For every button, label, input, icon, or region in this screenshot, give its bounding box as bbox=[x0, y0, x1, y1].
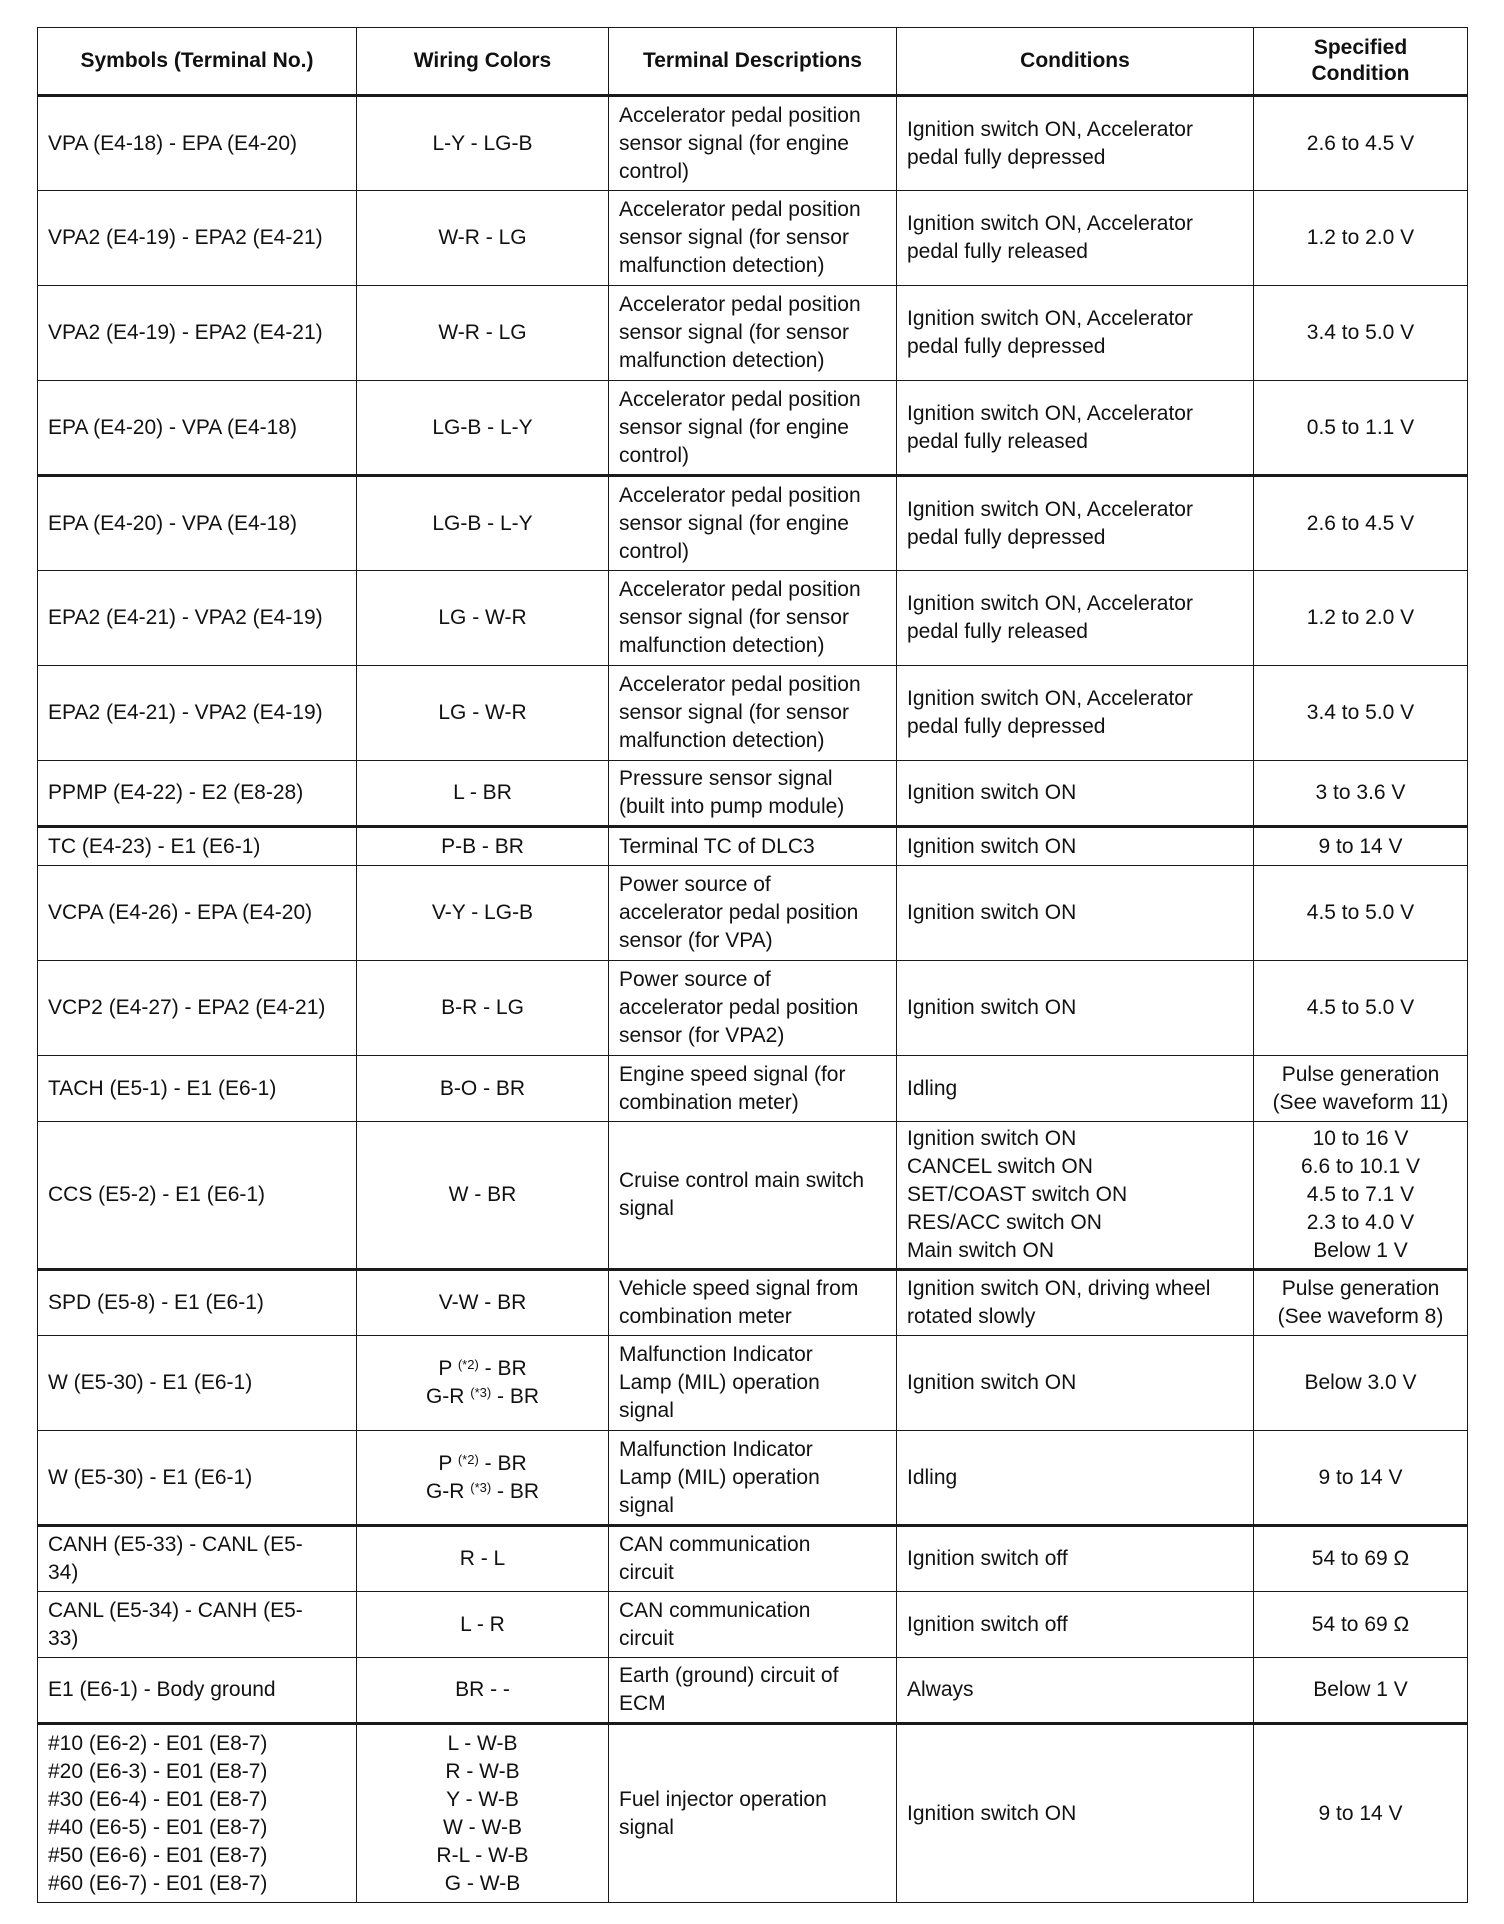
cell-wiring-colors bbox=[357, 1724, 609, 1903]
cell-line: CAN communication bbox=[619, 1533, 811, 1556]
cell-conditions bbox=[897, 866, 1254, 961]
cell-line: 9 to 14 V bbox=[1318, 1465, 1403, 1489]
cell-line: 34) bbox=[48, 1561, 79, 1584]
cell-conditions bbox=[897, 1336, 1254, 1431]
cell-line: Cruise control main switch bbox=[619, 1169, 865, 1192]
cell-line: #60 (E6-7) - E01 (E8-7) bbox=[48, 1871, 268, 1895]
cell-line: circuit bbox=[619, 1626, 674, 1650]
cell-line: Ignition switch off bbox=[907, 1612, 1068, 1636]
cell-symbols: TACH (E5-1) - E1 (E6-1) bbox=[38, 1056, 357, 1122]
table-row bbox=[38, 761, 1468, 827]
cell-terminal-description bbox=[609, 381, 897, 476]
cell-symbols: VCPA (E4-26) - EPA (E4-20) bbox=[38, 866, 357, 961]
cell-wiring-colors: LG-B - L-Y bbox=[357, 476, 609, 571]
cell-wiring-colors: L - R bbox=[357, 1592, 609, 1658]
cell-conditions bbox=[897, 1724, 1254, 1903]
table-row bbox=[38, 1336, 1468, 1431]
cell-line: RES/ACC switch ON bbox=[907, 1211, 1102, 1234]
cell-line: 54 to 69 Ω bbox=[1311, 1612, 1410, 1636]
terminal-spec-table bbox=[37, 27, 1468, 1903]
cell-line: Malfunction Indicator bbox=[619, 1437, 813, 1461]
cell-line: SET/COAST switch ON bbox=[907, 1183, 1128, 1206]
cell-line: Ignition switch ON bbox=[907, 1127, 1077, 1150]
table-row bbox=[38, 961, 1468, 1056]
table-row bbox=[38, 1526, 1468, 1592]
cell-conditions bbox=[897, 571, 1254, 666]
header-row bbox=[38, 28, 1468, 96]
color-text: G-R bbox=[425, 1385, 471, 1408]
cell-line: malfunction detection) bbox=[619, 349, 825, 372]
cell-specified-condition bbox=[1254, 571, 1468, 666]
cell-symbols bbox=[38, 1724, 357, 1903]
table-row bbox=[38, 286, 1468, 381]
header-symbols: Symbols (Terminal No.) bbox=[38, 28, 357, 96]
cell-specified-condition bbox=[1254, 1724, 1468, 1903]
table-row bbox=[38, 1056, 1468, 1122]
cell-line: Fuel injector operation bbox=[619, 1787, 827, 1811]
cell-conditions bbox=[897, 666, 1254, 761]
cell-line: Ignition switch ON, Accelerator bbox=[907, 497, 1193, 521]
color-text: - BR bbox=[491, 1479, 540, 1503]
cell-wiring-colors: LG-B - L-Y bbox=[357, 381, 609, 476]
cell-line: signal bbox=[619, 1197, 674, 1220]
cell-line: Pressure sensor signal bbox=[619, 767, 833, 790]
cell-conditions bbox=[897, 1270, 1254, 1336]
cell-line: control) bbox=[619, 159, 690, 183]
cell-wiring-colors bbox=[357, 1431, 609, 1526]
cell-line: pedal fully depressed bbox=[907, 145, 1106, 169]
cell-line: sensor signal (for sensor bbox=[619, 606, 849, 629]
cell-specified-condition bbox=[1254, 476, 1468, 571]
cell-line: pedal fully released bbox=[907, 429, 1088, 453]
cell-specified-condition bbox=[1254, 866, 1468, 961]
cell-specified-condition bbox=[1254, 286, 1468, 381]
cell-terminal-description bbox=[609, 286, 897, 381]
header-conditions: Conditions bbox=[897, 28, 1254, 96]
cell-line: Ignition switch ON, Accelerator bbox=[907, 687, 1193, 710]
footnote-marker: (*2) bbox=[457, 1357, 479, 1372]
cell-conditions bbox=[897, 191, 1254, 286]
cell-symbols: EPA2 (E4-21) - VPA2 (E4-19) bbox=[38, 571, 357, 666]
cell-line: malfunction detection) bbox=[619, 254, 825, 277]
cell-terminal-description bbox=[609, 1658, 897, 1724]
cell-line: sensor signal (for engine bbox=[619, 511, 849, 535]
cell-line: #40 (E6-5) - E01 (E8-7) bbox=[48, 1815, 268, 1839]
cell-symbols: VCP2 (E4-27) - EPA2 (E4-21) bbox=[38, 961, 357, 1056]
cell-line: Y - W-B bbox=[446, 1787, 519, 1811]
cell-line: 2.3 to 4.0 V bbox=[1306, 1211, 1415, 1234]
cell-symbols: TC (E4-23) - E1 (E6-1) bbox=[38, 827, 357, 866]
table-row bbox=[38, 1431, 1468, 1526]
cell-conditions bbox=[897, 1431, 1254, 1526]
cell-line: Pulse generation bbox=[1281, 1277, 1440, 1300]
cell-line: Idling bbox=[907, 1465, 958, 1489]
cell-symbols: VPA (E4-18) - EPA (E4-20) bbox=[38, 96, 357, 191]
cell-line: Idling bbox=[907, 1076, 958, 1100]
cell-line: Ignition switch ON, Accelerator bbox=[907, 401, 1193, 425]
cell-wiring-colors: W - BR bbox=[357, 1122, 609, 1270]
cell-specified-condition bbox=[1254, 1658, 1468, 1724]
cell-line: Ignition switch ON, Accelerator bbox=[907, 307, 1193, 330]
cell-terminal-description bbox=[609, 1526, 897, 1592]
cell-line: CANCEL switch ON bbox=[907, 1155, 1093, 1178]
footnote-marker: (*3) bbox=[470, 1385, 492, 1400]
cell-symbols: SPD (E5-8) - E1 (E6-1) bbox=[38, 1270, 357, 1336]
cell-wiring-colors: BR - - bbox=[357, 1658, 609, 1724]
cell-line: 1.2 to 2.0 V bbox=[1306, 226, 1415, 249]
cell-line: 2.6 to 4.5 V bbox=[1306, 511, 1415, 535]
cell-line: Accelerator pedal position bbox=[619, 578, 861, 601]
cell-wiring-colors: L - BR bbox=[357, 761, 609, 827]
cell-symbols: W (E5-30) - E1 (E6-1) bbox=[38, 1336, 357, 1431]
cell-line: Ignition switch ON, Accelerator bbox=[907, 117, 1193, 141]
cell-line: Ignition switch ON bbox=[907, 781, 1077, 804]
cell-terminal-description bbox=[609, 666, 897, 761]
cell-line: (See waveform 11) bbox=[1272, 1090, 1449, 1114]
cell-wiring-colors bbox=[357, 1336, 609, 1431]
footnote-marker: (*2) bbox=[457, 1451, 479, 1467]
cell-symbols: E1 (E6-1) - Body ground bbox=[38, 1658, 357, 1724]
cell-line: Accelerator pedal position bbox=[619, 293, 861, 316]
cell-line: Ignition switch ON, driving wheel bbox=[907, 1277, 1211, 1300]
cell-line bbox=[367, 1450, 598, 1478]
cell-line: Below 1 V bbox=[1313, 1239, 1408, 1262]
cell-line: sensor (for VPA2) bbox=[619, 1024, 785, 1047]
cell-line: 33) bbox=[48, 1626, 79, 1650]
cell-line: Main switch ON bbox=[907, 1239, 1055, 1262]
cell-terminal-description bbox=[609, 1056, 897, 1122]
cell-wiring-colors: B-R - LG bbox=[357, 961, 609, 1056]
cell-line: accelerator pedal position bbox=[619, 901, 859, 924]
table-row bbox=[38, 666, 1468, 761]
cell-symbols: VPA2 (E4-19) - EPA2 (E4-21) bbox=[38, 286, 357, 381]
cell-line: R - W-B bbox=[445, 1759, 520, 1783]
color-text: - BR bbox=[491, 1385, 540, 1408]
cell-line: Lamp (MIL) operation bbox=[619, 1465, 820, 1489]
cell-line: 3.4 to 5.0 V bbox=[1306, 321, 1415, 344]
cell-specified-condition bbox=[1254, 1056, 1468, 1122]
color-text: P bbox=[438, 1451, 458, 1475]
cell-line: pedal fully depressed bbox=[907, 525, 1106, 549]
cell-terminal-description bbox=[609, 1270, 897, 1336]
table-row bbox=[38, 1270, 1468, 1336]
cell-line: CANL (E5-34) - CANH (E5- bbox=[48, 1598, 303, 1622]
table-row bbox=[38, 381, 1468, 476]
cell-line: 2.6 to 4.5 V bbox=[1306, 131, 1415, 155]
cell-line: W - W-B bbox=[443, 1815, 522, 1839]
cell-line: control) bbox=[619, 443, 690, 467]
cell-line: Vehicle speed signal from bbox=[619, 1277, 859, 1300]
cell-line: Ignition switch ON bbox=[907, 1801, 1077, 1825]
cell-wiring-colors: W-R - LG bbox=[357, 286, 609, 381]
cell-terminal-description bbox=[609, 1592, 897, 1658]
cell-line: 3.4 to 5.0 V bbox=[1306, 701, 1415, 724]
cell-specified-condition bbox=[1254, 1336, 1468, 1431]
cell-line: control) bbox=[619, 539, 690, 563]
cell-line: Power source of bbox=[619, 873, 771, 896]
table-row bbox=[38, 96, 1468, 191]
cell-line: combination meter bbox=[619, 1305, 792, 1328]
cell-line: Accelerator pedal position bbox=[619, 103, 861, 127]
cell-line: Earth (ground) circuit of bbox=[619, 1664, 839, 1687]
cell-line: signal bbox=[619, 1493, 674, 1517]
cell-line: CAN communication bbox=[619, 1598, 811, 1622]
color-text: G-R bbox=[425, 1479, 471, 1503]
cell-line: accelerator pedal position bbox=[619, 996, 859, 1019]
color-text: - BR bbox=[478, 1357, 527, 1380]
cell-line: signal bbox=[619, 1399, 674, 1422]
cell-line: sensor signal (for engine bbox=[619, 415, 849, 439]
cell-conditions bbox=[897, 1526, 1254, 1592]
cell-specified-condition bbox=[1254, 961, 1468, 1056]
cell-line: 9 to 14 V bbox=[1318, 1801, 1403, 1825]
cell-line: 4.5 to 7.1 V bbox=[1306, 1183, 1415, 1206]
cell-line: Below 3.0 V bbox=[1304, 1371, 1417, 1394]
cell-line: pedal fully depressed bbox=[907, 715, 1106, 738]
cell-line: pedal fully released bbox=[907, 620, 1088, 643]
cell-line: 4.5 to 5.0 V bbox=[1306, 996, 1415, 1019]
cell-line: Pulse generation bbox=[1281, 1062, 1440, 1086]
table-row bbox=[38, 1122, 1468, 1270]
cell-symbols: VPA2 (E4-19) - EPA2 (E4-21) bbox=[38, 191, 357, 286]
cell-line: G - W-B bbox=[444, 1871, 521, 1895]
cell-conditions bbox=[897, 476, 1254, 571]
cell-line: Ignition switch ON bbox=[907, 901, 1077, 924]
cell-line: sensor signal (for sensor bbox=[619, 321, 849, 344]
cell-terminal-description bbox=[609, 1724, 897, 1903]
cell-line: 4.5 to 5.0 V bbox=[1306, 901, 1415, 924]
cell-terminal-description bbox=[609, 1431, 897, 1526]
cell-line: Ignition switch ON bbox=[907, 1371, 1077, 1394]
cell-line: Ignition switch off bbox=[907, 1547, 1068, 1570]
cell-specified-condition bbox=[1254, 191, 1468, 286]
table-row bbox=[38, 866, 1468, 961]
table-row bbox=[38, 1724, 1468, 1903]
cell-line: pedal fully depressed bbox=[907, 335, 1106, 358]
cell-line: Accelerator pedal position bbox=[619, 387, 861, 411]
cell-line: 1.2 to 2.0 V bbox=[1306, 606, 1415, 629]
cell-line bbox=[367, 1383, 598, 1411]
cell-conditions bbox=[897, 1658, 1254, 1724]
cell-line: 9 to 14 V bbox=[1318, 834, 1403, 858]
cell-line: Accelerator pedal position bbox=[619, 198, 861, 221]
cell-line: Accelerator pedal position bbox=[619, 483, 861, 507]
cell-conditions bbox=[897, 96, 1254, 191]
cell-line: Terminal TC of DLC3 bbox=[619, 834, 815, 858]
cell-symbols: CCS (E5-2) - E1 (E6-1) bbox=[38, 1122, 357, 1270]
cell-wiring-colors: R - L bbox=[357, 1526, 609, 1592]
cell-line: #50 (E6-6) - E01 (E8-7) bbox=[48, 1843, 268, 1867]
cell-symbols: EPA (E4-20) - VPA (E4-18) bbox=[38, 476, 357, 571]
cell-line: Ignition switch ON bbox=[907, 996, 1077, 1019]
cell-line: R-L - W-B bbox=[436, 1843, 529, 1867]
cell-line: combination meter) bbox=[619, 1090, 799, 1114]
cell-line: Power source of bbox=[619, 968, 771, 991]
cell-wiring-colors: P-B - BR bbox=[357, 827, 609, 866]
cell-line: 3 to 3.6 V bbox=[1315, 781, 1406, 804]
cell-terminal-description bbox=[609, 191, 897, 286]
cell-wiring-colors: B-O - BR bbox=[357, 1056, 609, 1122]
cell-line: (See waveform 8) bbox=[1277, 1305, 1444, 1328]
cell-terminal-description bbox=[609, 571, 897, 666]
cell-line: sensor signal (for sensor bbox=[619, 701, 849, 724]
cell-specified-condition bbox=[1254, 1270, 1468, 1336]
cell-line: Ignition switch ON, Accelerator bbox=[907, 592, 1193, 615]
cell-terminal-description bbox=[609, 961, 897, 1056]
cell-specified-condition bbox=[1254, 381, 1468, 476]
cell-line: #20 (E6-3) - E01 (E8-7) bbox=[48, 1759, 268, 1783]
cell-terminal-description bbox=[609, 827, 897, 866]
cell-line: CANH (E5-33) - CANL (E5- bbox=[48, 1533, 303, 1556]
cell-line: 6.6 to 10.1 V bbox=[1300, 1155, 1421, 1178]
header-terminal-descriptions: Terminal Descriptions bbox=[609, 28, 897, 96]
cell-line: Always bbox=[907, 1678, 974, 1701]
cell-conditions bbox=[897, 1122, 1254, 1270]
cell-line: ECM bbox=[619, 1692, 666, 1715]
cell-conditions bbox=[897, 827, 1254, 866]
cell-line: (built into pump module) bbox=[619, 795, 845, 818]
cell-terminal-description bbox=[609, 1336, 897, 1431]
cell-line: Lamp (MIL) operation bbox=[619, 1371, 820, 1394]
cell-line: malfunction detection) bbox=[619, 729, 825, 752]
cell-conditions bbox=[897, 381, 1254, 476]
cell-specified-condition bbox=[1254, 1431, 1468, 1526]
cell-symbols: PPMP (E4-22) - E2 (E8-28) bbox=[38, 761, 357, 827]
cell-wiring-colors: L-Y - LG-B bbox=[357, 96, 609, 191]
cell-specified-condition bbox=[1254, 666, 1468, 761]
cell-specified-condition bbox=[1254, 1592, 1468, 1658]
cell-symbols: W (E5-30) - E1 (E6-1) bbox=[38, 1431, 357, 1526]
cell-terminal-description bbox=[609, 1122, 897, 1270]
cell-line: 54 to 69 Ω bbox=[1311, 1547, 1410, 1570]
cell-line: #10 (E6-2) - E01 (E8-7) bbox=[48, 1731, 268, 1755]
cell-terminal-description bbox=[609, 866, 897, 961]
cell-terminal-description bbox=[609, 96, 897, 191]
table-row bbox=[38, 1658, 1468, 1724]
cell-specified-condition bbox=[1254, 96, 1468, 191]
cell-line: Ignition switch ON, Accelerator bbox=[907, 212, 1193, 235]
cell-line: pedal fully released bbox=[907, 240, 1088, 263]
cell-conditions bbox=[897, 1056, 1254, 1122]
cell-wiring-colors: V-W - BR bbox=[357, 1270, 609, 1336]
cell-symbols bbox=[38, 1592, 357, 1658]
cell-conditions bbox=[897, 1592, 1254, 1658]
cell-symbols bbox=[38, 1526, 357, 1592]
table-row bbox=[38, 1592, 1468, 1658]
cell-line: Ignition switch ON bbox=[907, 834, 1077, 858]
cell-line bbox=[367, 1355, 598, 1383]
cell-line: circuit bbox=[619, 1561, 674, 1584]
cell-line: rotated slowly bbox=[907, 1305, 1036, 1328]
color-text: - BR bbox=[478, 1451, 527, 1475]
footnote-marker: (*3) bbox=[470, 1479, 492, 1495]
color-text: P bbox=[438, 1357, 458, 1380]
cell-terminal-description bbox=[609, 761, 897, 827]
cell-line: signal bbox=[619, 1815, 674, 1839]
cell-line: Engine speed signal (for bbox=[619, 1062, 846, 1086]
cell-conditions bbox=[897, 761, 1254, 827]
cell-terminal-description bbox=[609, 476, 897, 571]
cell-line: sensor (for VPA) bbox=[619, 929, 773, 952]
cell-symbols: EPA (E4-20) - VPA (E4-18) bbox=[38, 381, 357, 476]
cell-specified-condition bbox=[1254, 761, 1468, 827]
cell-line: Accelerator pedal position bbox=[619, 673, 861, 696]
header-specified-condition: Specified Condition bbox=[1254, 28, 1468, 96]
cell-conditions bbox=[897, 961, 1254, 1056]
table-row bbox=[38, 191, 1468, 286]
cell-line bbox=[367, 1478, 598, 1506]
table-row bbox=[38, 827, 1468, 866]
cell-specified-condition bbox=[1254, 1122, 1468, 1270]
cell-specified-condition bbox=[1254, 1526, 1468, 1592]
cell-conditions bbox=[897, 286, 1254, 381]
cell-symbols: EPA2 (E4-21) - VPA2 (E4-19) bbox=[38, 666, 357, 761]
table-row bbox=[38, 571, 1468, 666]
cell-line: sensor signal (for sensor bbox=[619, 226, 849, 249]
cell-line: 10 to 16 V bbox=[1312, 1127, 1409, 1150]
cell-line: Malfunction Indicator bbox=[619, 1343, 813, 1366]
cell-wiring-colors: LG - W-R bbox=[357, 571, 609, 666]
cell-line: malfunction detection) bbox=[619, 634, 825, 657]
table-row bbox=[38, 476, 1468, 571]
cell-specified-condition bbox=[1254, 827, 1468, 866]
cell-wiring-colors: LG - W-R bbox=[357, 666, 609, 761]
cell-line: sensor signal (for engine bbox=[619, 131, 849, 155]
cell-wiring-colors: V-Y - LG-B bbox=[357, 866, 609, 961]
cell-line: Below 1 V bbox=[1313, 1678, 1408, 1701]
header-wiring-colors: Wiring Colors bbox=[357, 28, 609, 96]
cell-line: #30 (E6-4) - E01 (E8-7) bbox=[48, 1787, 268, 1811]
cell-wiring-colors: W-R - LG bbox=[357, 191, 609, 286]
cell-line: 0.5 to 1.1 V bbox=[1306, 415, 1415, 439]
cell-line: L - W-B bbox=[447, 1731, 518, 1755]
